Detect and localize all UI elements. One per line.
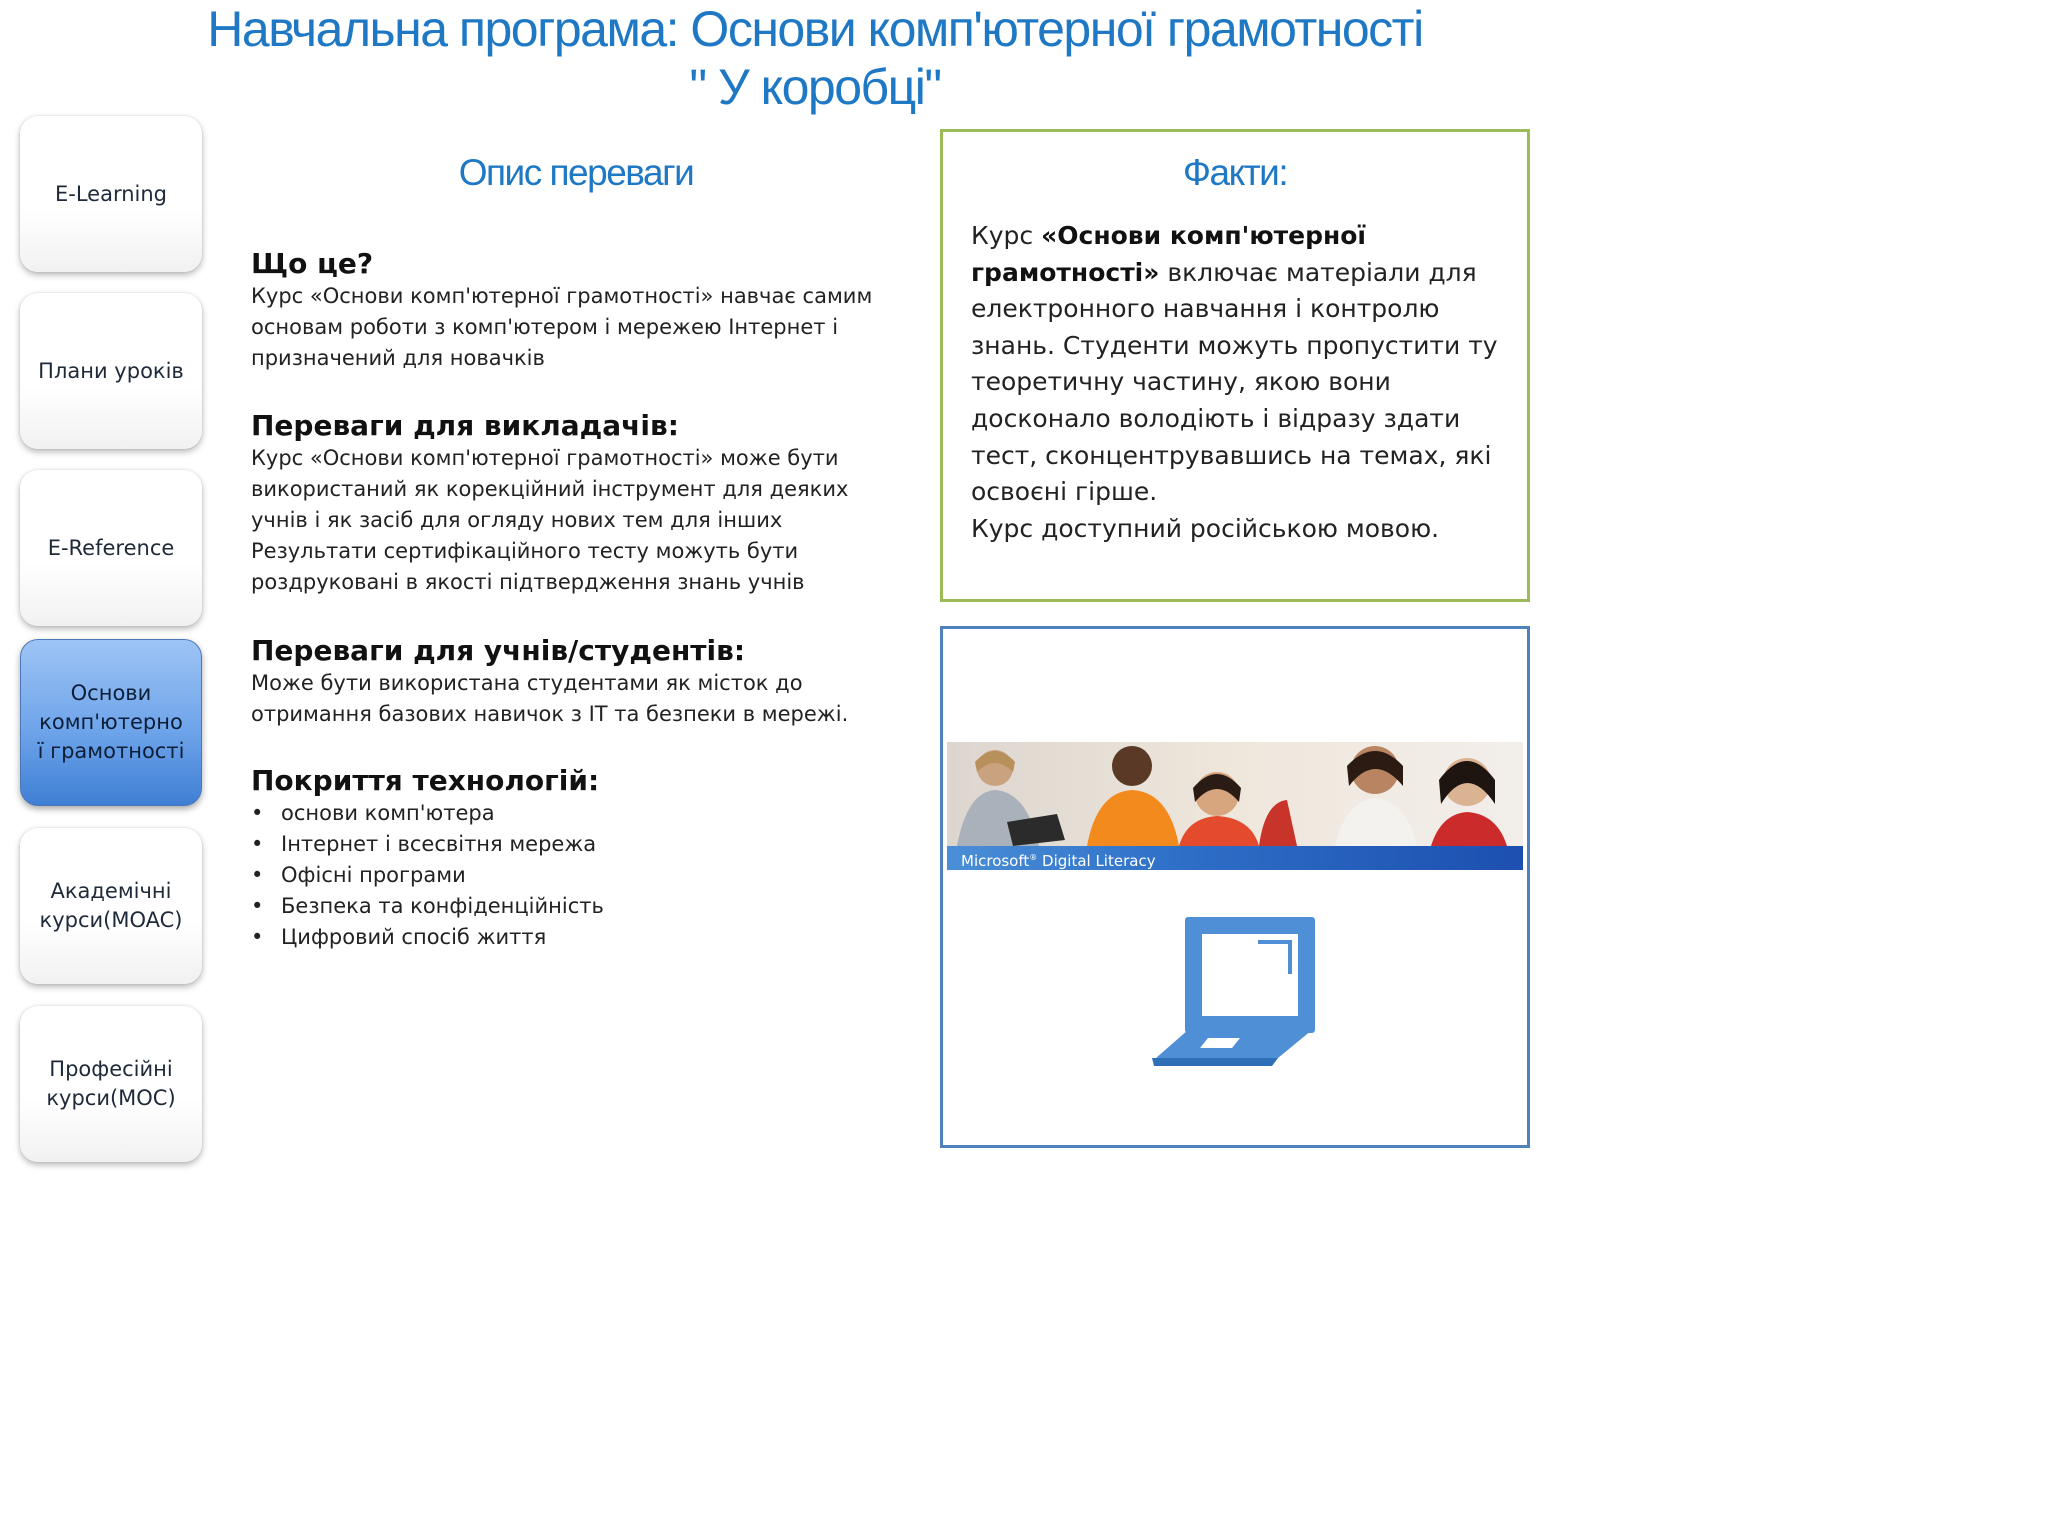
facts-text [971,218,1526,547]
facts-heading: Факти: [1182,152,1288,193]
section-text: Може бути використана студентами як місток до отримання базових навичок з ІТ та безпеки в мережі. [251,671,849,726]
laptop-icon [1152,916,1316,1068]
facts-prefix: Курс [971,221,1042,250]
section-title: Що це? [251,247,374,280]
sidebar-item-label: курси(MOC) [46,1086,176,1110]
list-item: • Безпека та конфіденційність [251,891,891,922]
sidebar-item-label: Плани уроків [38,358,184,383]
section-text: Курс «Основи комп'ютерної грамотності» може бути використаний як корекційний інструмент для деяких учнів і як засіб для огляду нових тем для інших Результати сертифікаційного тесту можуть бути роздруковані в якості підтвердження знань учнів [251,446,849,594]
list-item: • Цифровий спосіб життя [251,922,891,953]
sidebar-item-label: Професійні [49,1057,173,1081]
banner-registered: ® [1029,853,1038,862]
sidebar-item-academic-courses[interactable] [20,828,202,984]
facts-note: Курс доступний російською мовою. [971,513,1440,543]
section-title: Покриття технологій: [251,764,600,797]
sidebar-item-professional-courses[interactable] [20,1006,202,1162]
sidebar-item-label: комп'ютерно [39,710,183,734]
section-title: Переваги для учнів/студентів: [251,634,746,667]
list-item: • основи комп'ютера [251,798,891,829]
section-teacher-benefits [251,409,891,598]
section-text: Курс «Основи комп'ютерної грамотності» навчає самим основам роботи з комп'ютером і мережею Інтернет і призначений для новачків [251,284,873,370]
page-title [100,0,1530,116]
section-student-benefits [251,634,891,730]
list-item: • Офісні програми [251,860,891,891]
section-title: Переваги для викладачів: [251,409,679,442]
technology-list [251,798,891,953]
sidebar-item-digital-literacy[interactable] [20,639,202,806]
sidebar-item-label: Академічні [50,879,172,903]
list-item: • Інтернет і всесвітня мережа [251,829,891,860]
sidebar-item-lesson-plans[interactable] [20,293,202,449]
banner-caption [947,846,1523,870]
banner-brand: Microsoft [961,852,1030,870]
section-what-is-it [251,247,891,374]
page-title-line-2: " У коробці" [689,59,941,115]
facts-body: включає матеріали для електронного навчання і контролю знань. Студенти можуть пропустити ту теоретичну частину, якою вони досконало володіють і відразу здати тест, сконцентрувавшись на темах, які освоєні гірше. [971,257,1498,507]
sidebar-item-label: ї грамотності [37,739,185,763]
sidebar-item-label: Основи [70,681,152,705]
sidebar-item-label: E-Learning [54,181,167,206]
sidebar-item-label: E-Reference [47,535,175,560]
sidebar-item-e-learning[interactable] [20,116,202,272]
sidebar-item-label: курси(MOAC) [39,908,183,932]
banner-photo [947,742,1523,846]
section-technology-coverage [251,764,891,953]
banner-product: Digital Literacy [1037,852,1156,870]
digital-literacy-banner [947,742,1523,870]
sidebar-item-e-reference[interactable] [20,470,202,626]
facts-course-name: «Основи комп'ютерної грамотності» [971,221,1366,287]
page-title-line-1: Навчальна програма: Основи комп'ютерної грамотності [207,1,1423,57]
section-heading: Опис переваги [458,152,694,193]
image-box [940,626,1530,1148]
